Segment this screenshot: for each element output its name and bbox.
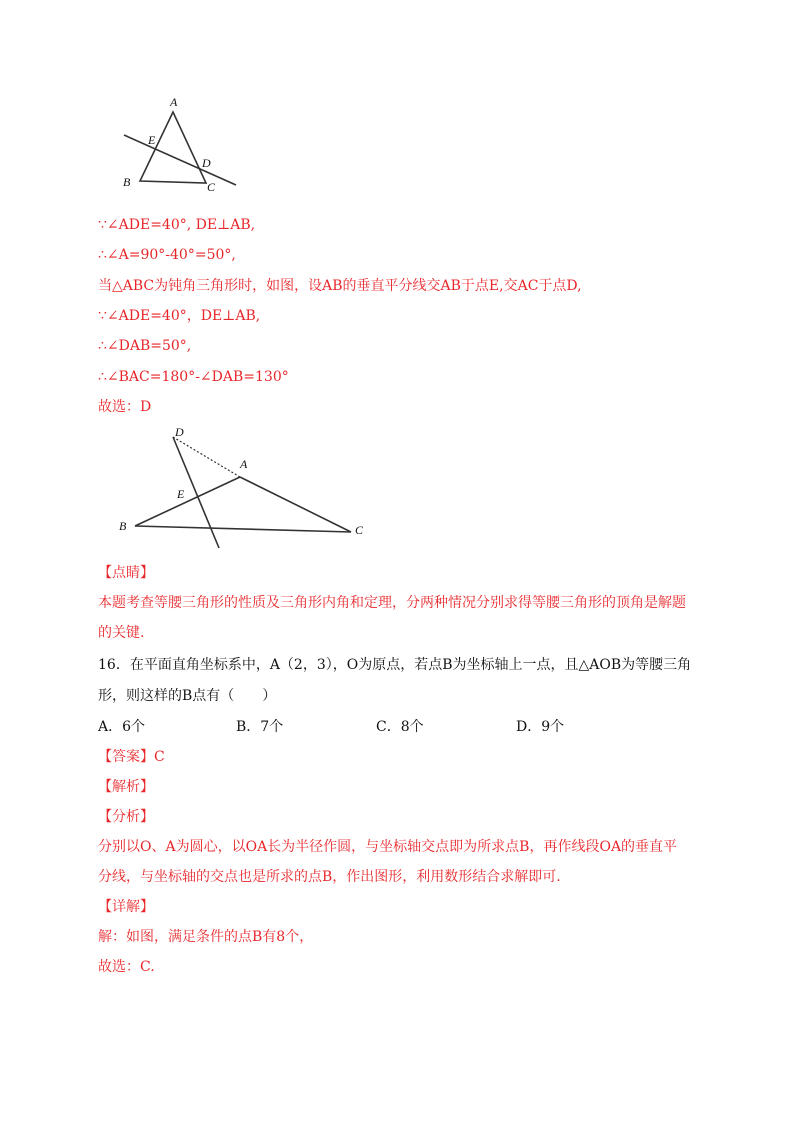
solution-line-1: ∵∠ADE=40°, DE⊥AB, bbox=[98, 217, 256, 233]
label-e: E bbox=[148, 133, 156, 147]
triangle-abc bbox=[140, 112, 206, 183]
segment-ba bbox=[135, 477, 240, 526]
analysis-line-1: 分别以O、A为圆心，以OA长为半径作圆，与坐标轴交点即为所求点B，再作线段OA的垂直平 bbox=[98, 839, 678, 855]
option-d: D．9个 bbox=[516, 719, 565, 735]
segment-bc bbox=[135, 526, 351, 532]
comment-heading: 【点睛】 bbox=[98, 565, 154, 581]
comment-text-2: 的关键. bbox=[98, 625, 145, 641]
label-c: C bbox=[207, 180, 216, 192]
solution-line-5: ∴∠DAB=50°, bbox=[98, 338, 192, 354]
label-d: D bbox=[175, 425, 184, 439]
label-e: E bbox=[177, 487, 185, 501]
label-b: B bbox=[123, 175, 131, 189]
jiexi-heading: 【解析】 bbox=[98, 779, 154, 795]
label-d: D bbox=[202, 156, 211, 170]
solution-line-4: ∵∠ADE=40°，DE⊥AB, bbox=[98, 308, 261, 324]
solution-line-2: ∴∠A=90°-40°=50°, bbox=[98, 247, 236, 263]
solution-line-6: ∴∠BAC=180°-∠DAB=130° bbox=[98, 369, 289, 385]
fenxi-heading: 【分析】 bbox=[98, 809, 154, 825]
comment-text-1: 本题考查等腰三角形的性质及三角形内角和定理，分两种情况分别求得等腰三角形的顶角是解题 bbox=[98, 595, 686, 611]
label-a: A bbox=[170, 95, 178, 109]
question-16-stem-1: 16．在平面直角坐标系中，A（2，3），O为原点，若点B为坐标轴上一点，且△AOB为等腰三角 bbox=[98, 657, 692, 673]
detail-line-2: 故选：C. bbox=[98, 959, 155, 975]
detail-line-1: 解：如图，满足条件的点B有8个， bbox=[98, 929, 314, 945]
option-b: B．7个 bbox=[236, 719, 284, 735]
question-16-stem-2: 形，则这样的B点有（ ） bbox=[98, 688, 277, 704]
label-a: A bbox=[240, 457, 248, 471]
solution-line-7: 故选：D bbox=[98, 399, 152, 415]
figure-obtuse-triangle bbox=[115, 422, 375, 552]
option-c: C．8个 bbox=[376, 719, 424, 735]
figure-acute-triangle bbox=[118, 92, 248, 192]
label-b: B bbox=[119, 519, 127, 533]
analysis-line-2: 分线，与坐标轴的交点也是所求的点B，作出图形，利用数形结合求解即可. bbox=[98, 869, 561, 885]
segment-ac bbox=[240, 477, 351, 532]
solution-line-3: 当△ABC为钝角三角形时，如图，设AB的垂直平分线交AB于点E,交AC于点D, bbox=[98, 278, 582, 294]
extension-ad-dotted bbox=[173, 437, 240, 477]
option-a: A．6个 bbox=[98, 719, 146, 735]
answer-line: 【答案】C bbox=[98, 749, 165, 765]
label-c: C bbox=[355, 523, 364, 537]
xiangjie-heading: 【详解】 bbox=[98, 899, 154, 915]
